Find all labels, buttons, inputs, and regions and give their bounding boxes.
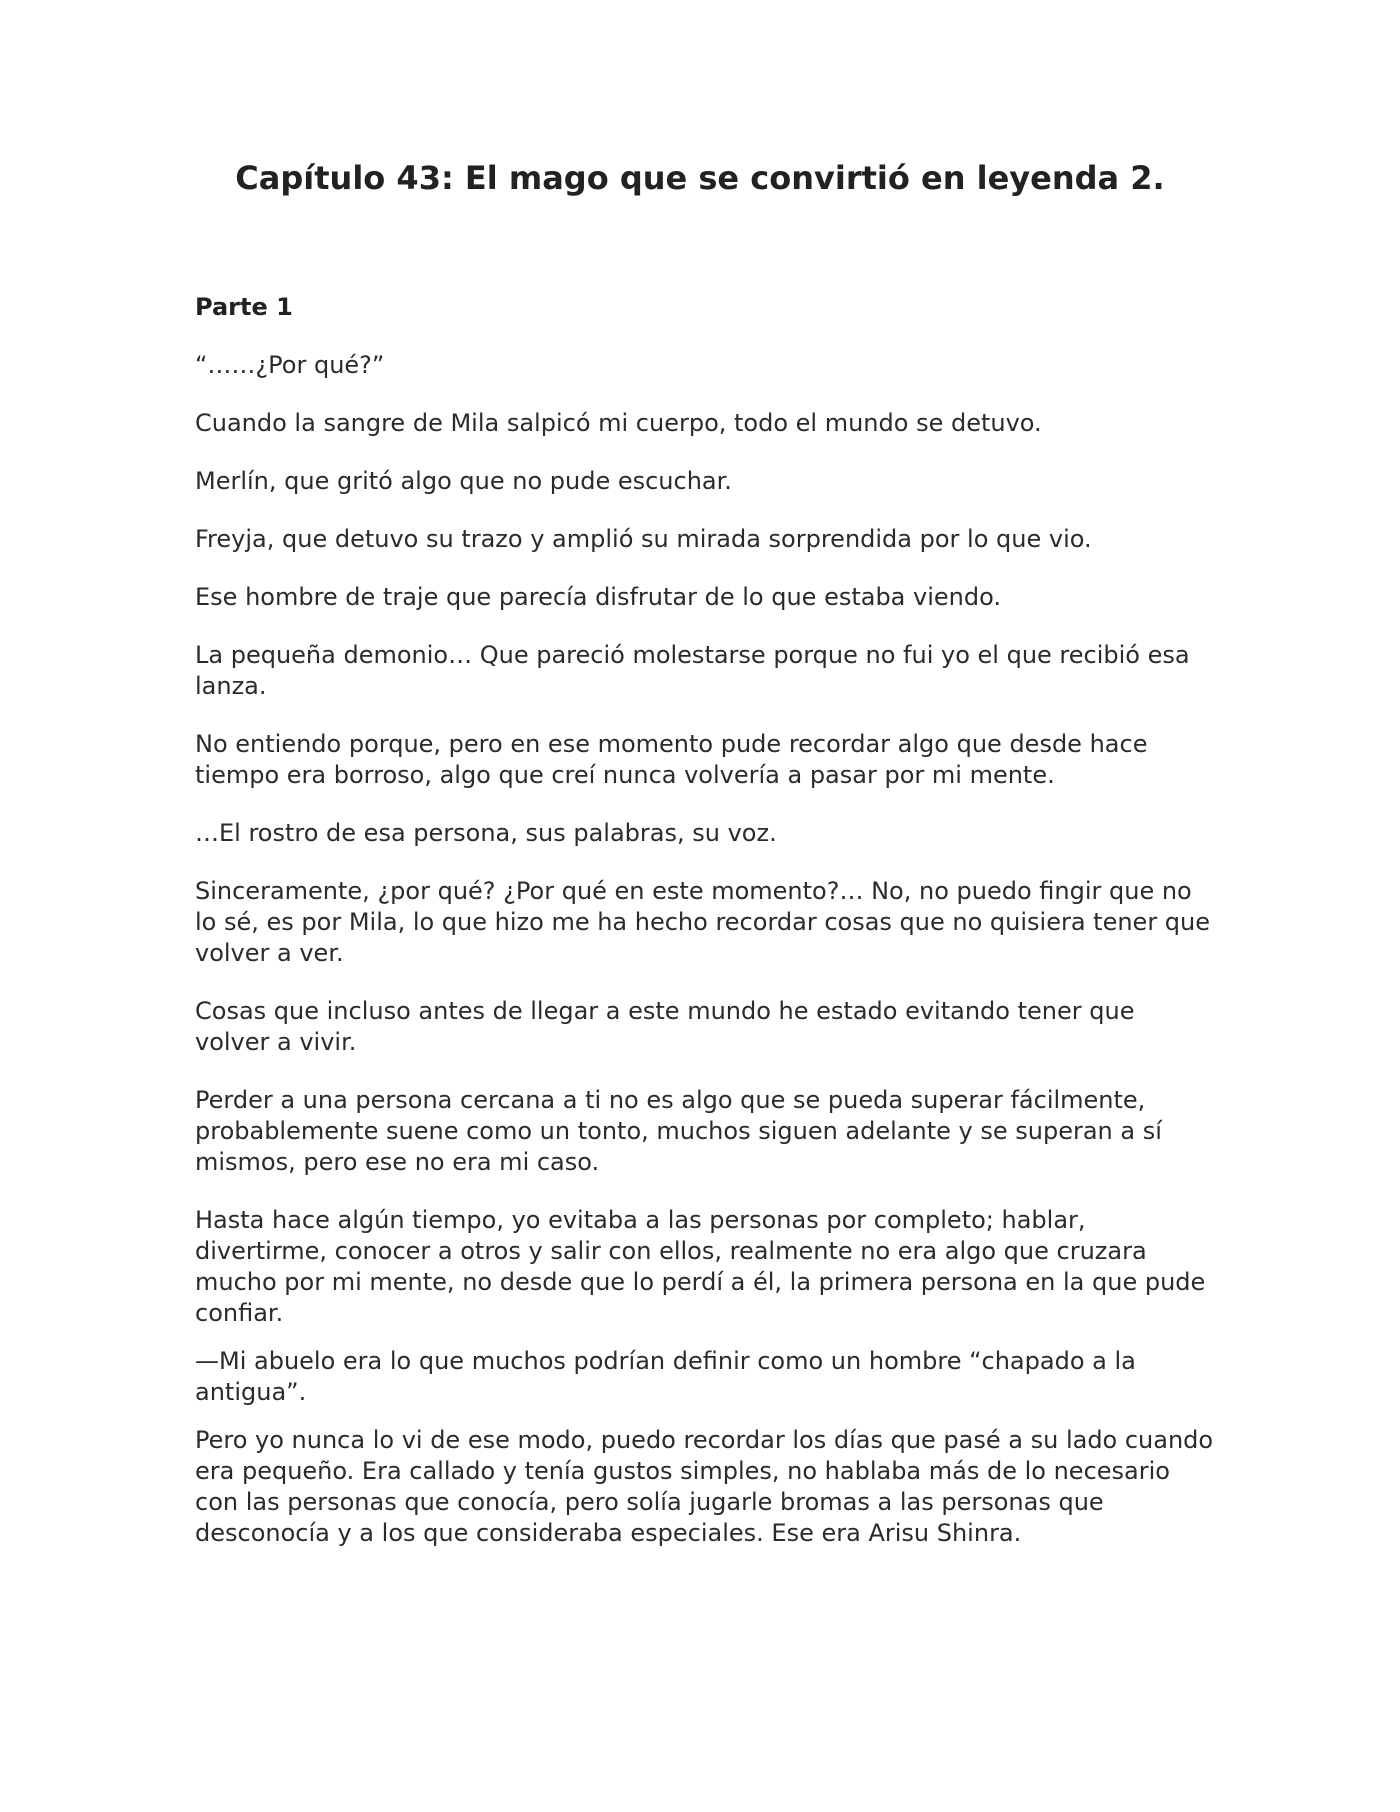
paragraph-7: No entiendo porque, pero en ese momento pude recordar algo que desde hace tiempo era borroso, algo que creí nunca volvería a pasar por mi mente. (195, 730, 1148, 789)
paragraph-14: Pero yo nunca lo vi de ese modo, puedo recordar los días que pasé a su lado cuando era pequeño. Era callado y tenía gustos simples, no hablaba más de lo necesario con las personas que conocía, pero solía jugarle bromas a las personas que desconocía y a los que consideraba especiales. Ese era Arisu Shinra. (195, 1426, 1214, 1547)
paragraph-1: “……¿Por qué?” (195, 351, 385, 379)
paragraph-13: —Mi abuelo era lo que muchos podrían definir como un hombre “chapado a la antigua”. (195, 1347, 1136, 1406)
chapter-title: Capítulo 43: El mago que se convirtió en leyenda 2. (235, 159, 1165, 197)
paragraph-4: Freyja, que detuvo su trazo y amplió su mirada sorprendida por lo que vio. (195, 525, 1092, 553)
paragraph-5: Ese hombre de traje que parecía disfrutar de lo que estaba viendo. (195, 583, 1001, 611)
paragraph-3: Merlín, que gritó algo que no pude escuchar. (195, 467, 732, 495)
section-heading: Parte 1 (195, 293, 293, 321)
paragraph-6: La pequeña demonio… Que pareció molestarse porque no fui yo el que recibió esa lanza. (195, 641, 1190, 700)
paragraph-9: Sinceramente, ¿por qué? ¿Por qué en este momento?… No, no puedo fingir que no lo sé, es por Mila, lo que hizo me ha hecho recordar cosas que no quisiera tener que volver a ver. (195, 877, 1211, 967)
paragraph-12: Hasta hace algún tiempo, yo evitaba a las personas por completo; hablar, divertirme, conocer a otros y salir con ellos, realmente no era algo que cruzara mucho por mi mente, no desde que lo perdí a él, la primera persona en la que pude confiar. (195, 1206, 1206, 1327)
paragraph-2: Cuando la sangre de Mila salpicó mi cuerpo, todo el mundo se detuvo. (195, 409, 1042, 437)
document-body (195, 292, 1215, 1576)
paragraph-8: …El rostro de esa persona, sus palabras, su voz. (195, 819, 777, 847)
paragraph-11: Perder a una persona cercana a ti no es algo que se pueda superar fácilmente, probablemente suene como un tonto, muchos siguen adelante y se superan a sí mismos, pero ese no era mi caso. (195, 1086, 1162, 1176)
paragraph-10: Cosas que incluso antes de llegar a este mundo he estado evitando tener que volver a vivir. (195, 997, 1135, 1056)
